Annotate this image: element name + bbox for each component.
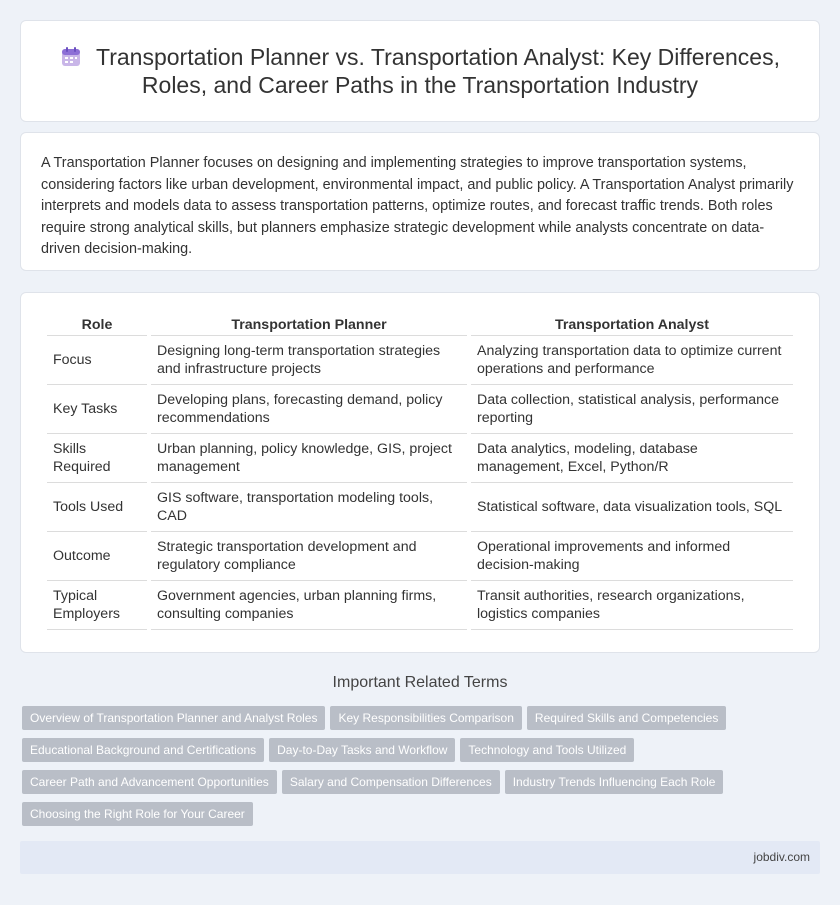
related-term-tag[interactable]: Day-to-Day Tasks and Workflow: [269, 738, 455, 762]
related-term-tag[interactable]: Choosing the Right Role for Your Career: [22, 802, 253, 826]
footer: [20, 841, 820, 874]
row-planner: GIS software, transportation modeling tools, CAD: [151, 483, 467, 532]
header-analyst: Transportation Analyst: [471, 309, 793, 336]
row-planner: Designing long-term transportation strategies and infrastructure projects: [151, 336, 467, 385]
table-row: [47, 532, 793, 581]
row-role: Key Tasks: [47, 385, 147, 434]
related-term-tag[interactable]: Salary and Compensation Differences: [282, 770, 500, 794]
related-term-tag[interactable]: Industry Trends Influencing Each Role: [505, 770, 724, 794]
row-planner: Developing plans, forecasting demand, policy recommendations: [151, 385, 467, 434]
comparison-table-card: [20, 292, 820, 653]
related-term-tag[interactable]: Educational Background and Certifications: [22, 738, 264, 762]
intro-card: [20, 132, 820, 271]
related-term-tag[interactable]: Required Skills and Competencies: [527, 706, 726, 730]
row-analyst: Statistical software, data visualization tools, SQL: [471, 483, 793, 532]
page-title: [41, 43, 799, 99]
row-role: Outcome: [47, 532, 147, 581]
row-planner: Government agencies, urban planning firms, consulting companies: [151, 581, 467, 630]
row-planner: Urban planning, policy knowledge, GIS, project management: [151, 434, 467, 483]
related-term-tag[interactable]: Overview of Transportation Planner and Analyst Roles: [22, 706, 325, 730]
row-analyst: Transit authorities, research organizations, logistics companies: [471, 581, 793, 630]
table-row: [47, 385, 793, 434]
table-header-row: [47, 309, 793, 336]
row-role: Skills Required: [47, 434, 147, 483]
row-analyst: Analyzing transportation data to optimize current operations and performance: [471, 336, 793, 385]
row-analyst: Data collection, statistical analysis, performance reporting: [471, 385, 793, 434]
row-analyst: Operational improvements and informed decision-making: [471, 532, 793, 581]
table-row: [47, 336, 793, 385]
row-analyst: Data analytics, modeling, database management, Excel, Python/R: [471, 434, 793, 483]
row-role: Focus: [47, 336, 147, 385]
related-term-tag[interactable]: Key Responsibilities Comparison: [330, 706, 521, 730]
related-terms-tags: [22, 706, 822, 834]
related-term-tag[interactable]: Technology and Tools Utilized: [460, 738, 634, 762]
row-role: Tools Used: [47, 483, 147, 532]
footer-site-link[interactable]: jobdiv.com: [753, 850, 810, 864]
related-terms-heading: Important Related Terms: [332, 674, 508, 691]
intro-paragraph: A Transportation Planner focuses on designing and implementing strategies to improve transportation systems, considering factors like urban development, environmental impact, and public policy. A Transportation Analyst primarily interprets and models data to assess transportation patterns, optimize routes, and forecast traffic trends. Both roles require strong analytical skills, but planners emphasize strategic development while analysts concentrate on data-driven decision-making.: [41, 155, 794, 258]
table-row: [47, 483, 793, 532]
title-text: Transportation Planner vs. Transportation Analyst: Key Differences, Roles, and Career Paths in the Transportation Industry: [96, 44, 780, 98]
header-role: Role: [47, 309, 147, 336]
header-planner: Transportation Planner: [151, 309, 467, 336]
row-role: Typical Employers: [47, 581, 147, 630]
calendar-icon: [60, 46, 82, 68]
related-term-tag[interactable]: Career Path and Advancement Opportunities: [22, 770, 277, 794]
table-row: [47, 581, 793, 630]
title-card: [20, 20, 820, 122]
table-row: [47, 434, 793, 483]
comparison-table: [43, 309, 797, 630]
row-planner: Strategic transportation development and regulatory compliance: [151, 532, 467, 581]
